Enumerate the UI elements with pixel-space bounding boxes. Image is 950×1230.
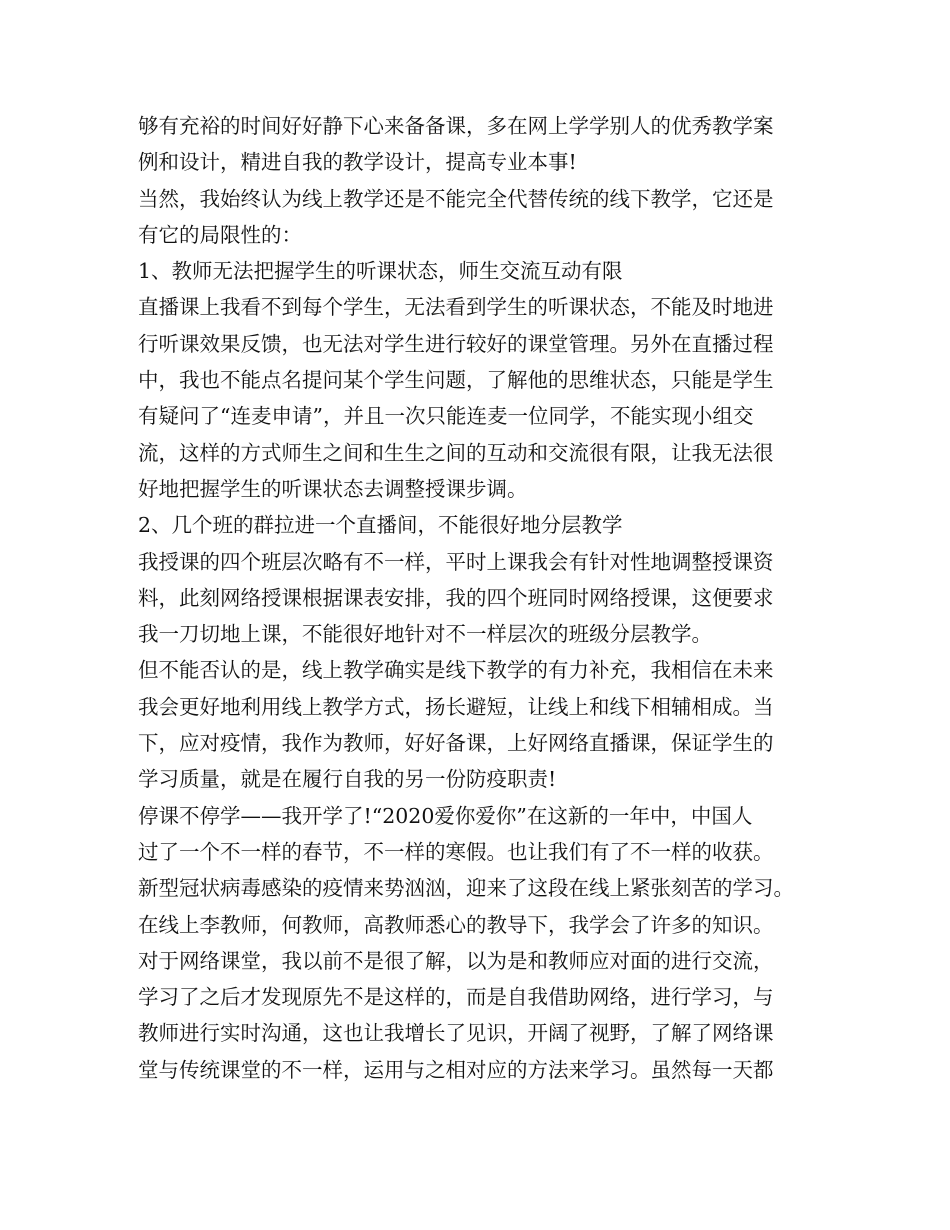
text-line: 我授课的四个班层次略有不一样，平时上课我会有针对性地调整授课资 — [138, 549, 774, 574]
text-line: 教师进行实时沟通，这也让我增长了见识，开阔了视野，了解了网络课 — [138, 1021, 774, 1046]
section-heading: 2、几个班的群拉进一个直播间，不能很好地分层教学 — [138, 513, 623, 538]
text-line: 我会更好地利用线上教学方式，扬长避短，让线上和线下相辅相成。当 — [138, 694, 774, 719]
text-line: 新型冠状病毒感染的疫情来势汹汹，迎来了这段在线上紧张刻苦的学习。 — [138, 876, 794, 901]
text-line: 停课不停学——我开学了!“2020爱你爱你”在这新的一年中，中国人 — [138, 803, 753, 828]
text-line: 当然，我始终认为线上教学还是不能完全代替传统的线下教学，它还是 — [138, 186, 774, 211]
text-line: 学习了之后才发现原先不是这样的，而是自我借助网络，进行学习，与 — [138, 985, 774, 1010]
text-line: 下，应对疫情，我作为教师，好好备课，上好网络直播课，保证学生的 — [138, 731, 774, 756]
text-line: 有疑问了“连麦申请”，并且一次只能连麦一位同学，不能实现小组交 — [138, 404, 754, 429]
text-line: 我一刀切地上课，不能很好地针对不一样层次的班级分层教学。 — [138, 622, 712, 647]
text-line: 但不能否认的是，线上教学确实是线下教学的有力补充，我相信在未来 — [138, 658, 774, 683]
document-page — [138, 108, 828, 1088]
text-line: 例和设计，精进自我的教学设计，提高专业本事! — [138, 150, 577, 175]
text-line: 行听课效果反馈，也无法对学生进行较好的课堂管理。另外在直播过程 — [138, 331, 774, 356]
text-line: 直播课上我看不到每个学生，无法看到学生的听课状态，不能及时地进 — [138, 295, 774, 320]
text-line: 学习质量，就是在履行自我的另一份防疫职责! — [138, 767, 557, 792]
text-line: 在线上李教师，何教师，高教师悉心的教导下，我学会了许多的知识。 — [138, 912, 774, 937]
section-heading: 1、教师无法把握学生的听课状态，师生交流互动有限 — [138, 259, 623, 284]
text-line: 够有充裕的时间好好静下心来备备课，多在网上学学别人的优秀教学案 — [138, 114, 774, 138]
text-line: 堂与传统课堂的不一样，运用与之相对应的方法来学习。虽然每一天都 — [138, 1057, 774, 1082]
text-line: 过了一个不一样的春节，不一样的寒假。也让我们有了不一样的收获。 — [138, 839, 774, 864]
text-line: 有它的局限性的： — [138, 222, 302, 247]
text-line: 流，这样的方式师生之间和生生之间的互动和交流很有限，让我无法很 — [138, 440, 774, 465]
text-line: 料，此刻网络授课根据课表安排，我的四个班同时网络授课，这便要求 — [138, 585, 774, 610]
text-line: 中，我也不能点名提问某个学生问题，了解他的思维状态，只能是学生 — [138, 368, 774, 393]
text-line: 好地把握学生的听课状态去调整授课步调。 — [138, 476, 528, 501]
text-line: 对于网络课堂，我以前不是很了解，以为是和教师应对面的进行交流， — [138, 948, 774, 973]
